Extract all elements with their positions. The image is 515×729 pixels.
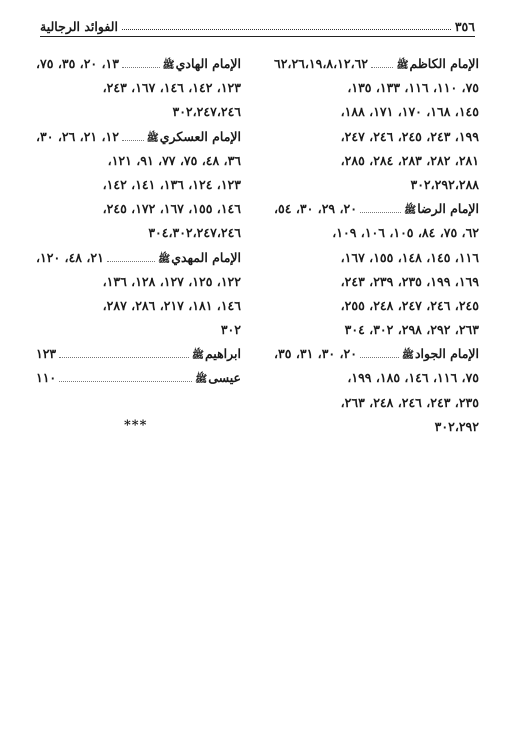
honorific-mark: ﷺ (158, 253, 171, 265)
page-refs-line: ٢٤٥، ٢٤٦، ٢٤٧، ٢٤٨، ٢٥٥، (340, 297, 479, 313)
page-refs: ٦٢،٢٦،١٩،٨،١٢،٦٢ (274, 56, 369, 71)
index-entry-head (274, 52, 479, 76)
page-refs-line: ٣٠٤،٣٠٢،٢٤٧،٢٤٦ (148, 225, 241, 241)
end-mark: *** (124, 418, 148, 433)
dot-leader (371, 67, 393, 68)
dot-leader (59, 357, 189, 358)
index-columns (36, 52, 479, 439)
honorific-mark: ﷺ (396, 60, 409, 71)
page-refs-line: ١٢٢، ١٢٥، ١٢٧، ١٢٨، ١٣٦، (102, 273, 241, 289)
page-refs-line: ٣٠٢،٢٩٢،٢٨٨ (410, 176, 479, 192)
page-refs-line: ٢٣٥، ٢٤٣، ٢٤٦، ٢٤٨، ٢٦٣، (340, 394, 479, 410)
book-title: الفوائد الرجالية (40, 19, 118, 34)
page-refs-line: ١٢٣، ١٢٤، ١٣٦، ١٤١، ١٤٢، (102, 176, 241, 192)
page-refs: ٢٠، ٣٠، ٣١، ٣٥، (274, 346, 357, 362)
dot-leader (360, 357, 399, 358)
page-refs: ١١٠ (36, 370, 57, 386)
page-refs-line: ١٢٣، ١٤٢، ١٤٦، ١٦٧، ٢٤٣، (102, 80, 241, 96)
entry-name: الإمام الهادي (175, 56, 241, 71)
page-refs-line: ٣٠٢،٢٤٧،٢٤٦ (172, 104, 241, 120)
honorific-mark: ﷺ (401, 350, 414, 362)
honorific-mark: ﷺ (162, 60, 175, 71)
page-refs: ١٢٣ (36, 346, 57, 362)
page-refs-line: ١٤٦، ١٥٥، ١٦٧، ١٧٢، ٢٤٥، (102, 201, 241, 217)
index-entry-head (36, 125, 241, 149)
page-refs-line: ١٤٥، ١٦٨، ١٧٠، ١٧١، ١٨٨، (340, 104, 479, 120)
page-refs-line: ٦٢، ٧٥، ٨٤، ١٠٥، ١٠٦، ١٠٩، (332, 225, 479, 241)
page-refs-line: ٣٠٢،٢٩٢ (434, 418, 479, 434)
right-column (274, 52, 479, 439)
index-entry-head (274, 197, 479, 221)
page-refs: ٢٠، ٢٩، ٣٠، ٥٤، (274, 201, 357, 217)
page-refs-line: ٧٥، ١١٦، ١٤٦، ١٨٥، ١٩٩، (347, 370, 479, 386)
honorific-mark: ﷺ (146, 132, 159, 144)
entry-name: الإمام الرضا (417, 201, 479, 217)
header-leader (122, 29, 451, 30)
index-entry-head (36, 342, 241, 366)
page-refs: ١٣، ٢٠، ٣٥، ٧٥، (36, 56, 119, 71)
honorific-mark: ﷺ (195, 374, 208, 386)
page-header (40, 14, 475, 37)
entry-name: الإمام المهدي (171, 249, 241, 265)
page-refs-line: ٣٦، ٤٨، ٧٥، ٧٧، ٩١، ١٢١، (107, 152, 241, 168)
page-refs-line: ١٤٦، ١٨١، ٢١٧، ٢٨٦، ٢٨٧، (102, 297, 241, 313)
honorific-mark: ﷺ (404, 205, 417, 217)
page-refs-line: ٢٨١، ٢٨٢، ٢٨٣، ٢٨٤، ٢٨٥، (340, 152, 479, 168)
page-number: ٣٥٦ (454, 19, 475, 34)
dot-leader (107, 261, 155, 262)
dot-leader (59, 381, 192, 382)
entry-name: الإمام الجواد (414, 346, 479, 362)
page-refs-line: ٧٥، ١١٠، ١١٦، ١٣٣، ١٣٥، (347, 80, 479, 96)
dot-leader (360, 212, 401, 213)
index-entry-head (36, 52, 241, 76)
dot-leader (122, 67, 160, 68)
entry-name: ابراهيم (204, 346, 241, 362)
index-entry-head (36, 246, 241, 270)
page-refs: ٢١، ٤٨، ١٢٠، (36, 249, 104, 265)
entry-name: الإمام الكاظم (409, 56, 479, 71)
page-refs-line: ٣٠٢ (220, 322, 241, 338)
page-refs-line: ١٦٩، ١٩٩، ٢٣٥، ٢٣٩، ٢٤٣، (340, 273, 479, 289)
page-refs-line: ١١٦، ١٤٥، ١٤٨، ١٥٥، ١٦٧، (340, 249, 479, 265)
page-refs-line: ١٩٩، ٢٤٣، ٢٤٥، ٢٤٦، ٢٤٧، (340, 128, 479, 144)
index-entry-head (36, 366, 241, 390)
dot-leader (122, 140, 144, 141)
honorific-mark: ﷺ (191, 350, 204, 362)
left-column (36, 52, 241, 439)
page-refs-line: ٢٦٣، ٢٩٢، ٢٩٨، ٣٠٢، ٣٠٤ (344, 322, 479, 338)
page-refs: ١٢، ٢١، ٢٦، ٣٠، (36, 128, 119, 144)
entry-name: الإمام العسكري (159, 128, 241, 144)
entry-name: عيسى (208, 370, 241, 386)
index-entry-head (274, 342, 479, 366)
